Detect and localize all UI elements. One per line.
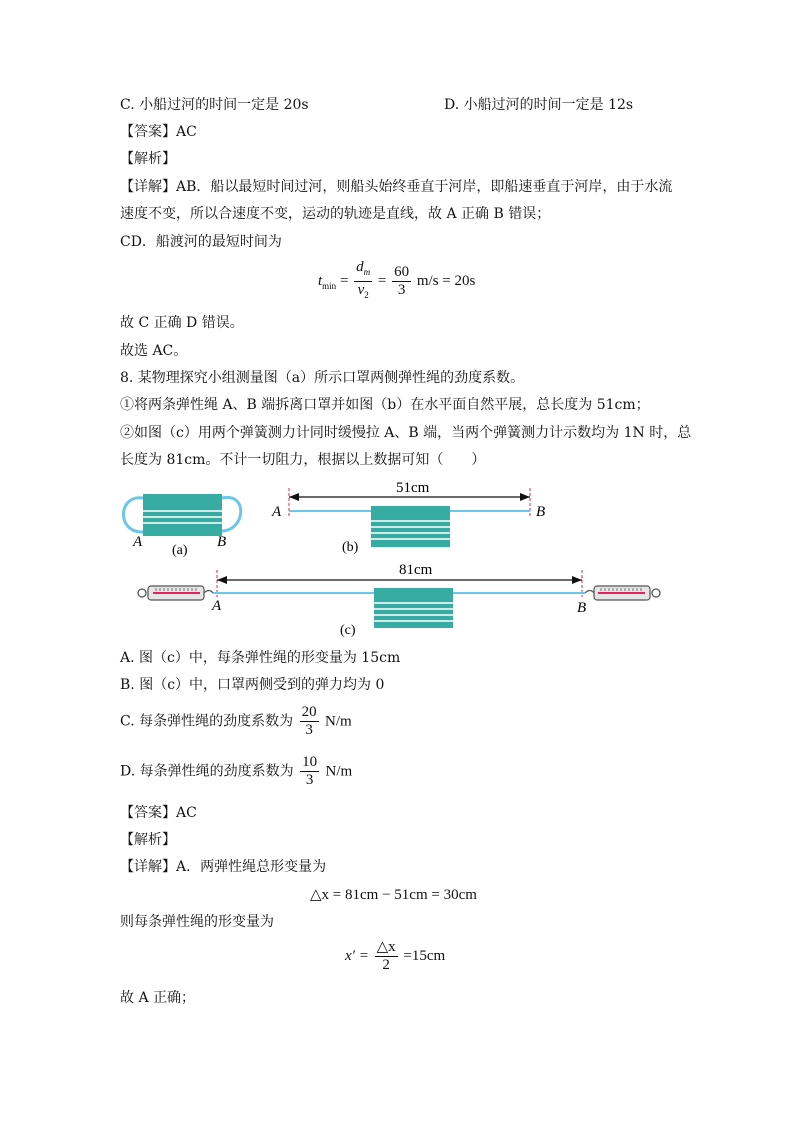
figure-c-length: 81cm <box>399 562 433 578</box>
q8-each-deformation-formula: x′ = $\frac{\triangle x}{2}$ =15cm <box>345 939 446 973</box>
q8-detail-line-2: 则每条弹性绳的形变量为 <box>120 914 274 930</box>
q7-detail-line-2: 速度不变，所以合速度不变，运动的轨迹是直线，故 A 正确 B 错误； <box>120 206 551 222</box>
q7-detail-line-1: 【详解】AB．船以最短时间过河，则船头始终垂直于河岸，即船速垂直于河岸，由于水流 <box>120 179 673 195</box>
q8-stem-1: 8. 某物理探究小组测量图（a）所示口罩两侧弹性绳的劲度系数。 <box>120 370 525 386</box>
q7-answer: 【答案】AC <box>120 124 197 140</box>
q7-conclusion-2: 故选 AC。 <box>120 343 188 359</box>
figure-b <box>289 488 530 547</box>
q7-option-d: D. 小船过河的时间一定是 12s <box>444 97 634 113</box>
q8-stem-4: 长度为 81cm。不计一切阻力，根据以上数据可知（ ） <box>120 452 486 468</box>
q7-min-time-formula: $t_{min}$ = $\frac{d_m}{v_2}$ = $\frac{60}{3}$ m/s = 20s <box>318 259 476 300</box>
figure-c-caption: (c) <box>340 623 356 638</box>
q8-option-b: B. 图（c）中，口罩两侧受到的弹力均为 0 <box>120 677 385 693</box>
q8-stem-2: ①将两条弹性绳 A、B 端拆离口罩并如图（b）在水平面自然平展，总长度为 51cm； <box>120 397 650 413</box>
figure-a-mask <box>123 494 240 536</box>
figure-b-length: 51cm <box>396 480 430 496</box>
q8-stem-3: ②如图（c）用两个弹簧测力计同时缓慢拉 A、B 端，当两个弹簧测力计示数均为 1N 时，总 <box>120 425 692 441</box>
q8-detail-line-1: 【详解】A．两弹性绳总形变量为 <box>120 859 327 875</box>
figure-c-label-B: B <box>577 600 587 616</box>
q8-total-deformation-formula: △x = 81cm − 51cm = 30cm <box>310 887 477 903</box>
q8-conclusion: 故 A 正确； <box>120 990 196 1006</box>
figure-b-caption: (b) <box>342 540 359 555</box>
q8-option-d: D. 每条弹性绳的劲度系数为 $\frac{10}{3}$ N/m <box>120 754 353 788</box>
figure-b-label-A: A <box>272 504 282 520</box>
figure-b-label-B: B <box>536 504 546 520</box>
figure-c-label-A: A <box>212 598 222 614</box>
q8-analysis-label: 【解析】 <box>120 832 176 848</box>
q7-detail-line-3: CD．船渡河的最短时间为 <box>120 234 282 250</box>
q7-option-c: C. 小船过河的时间一定是 20s <box>120 97 309 113</box>
q8-answer: 【答案】AC <box>120 805 197 821</box>
q8-option-c: C. 每条弹性绳的劲度系数为 $\frac{20}{3}$ N/m <box>120 704 352 738</box>
figure-a-label-A: A <box>133 534 143 550</box>
q8-option-a: A. 图（c）中，每条弹性绳的形变量为 15cm <box>120 650 401 666</box>
q7-conclusion-1: 故 C 正确 D 错误。 <box>120 315 244 331</box>
q8-figure <box>0 470 793 640</box>
figure-a-caption: (a) <box>172 543 188 558</box>
q7-analysis-label: 【解析】 <box>120 151 176 167</box>
figure-a-label-B: B <box>217 534 227 550</box>
